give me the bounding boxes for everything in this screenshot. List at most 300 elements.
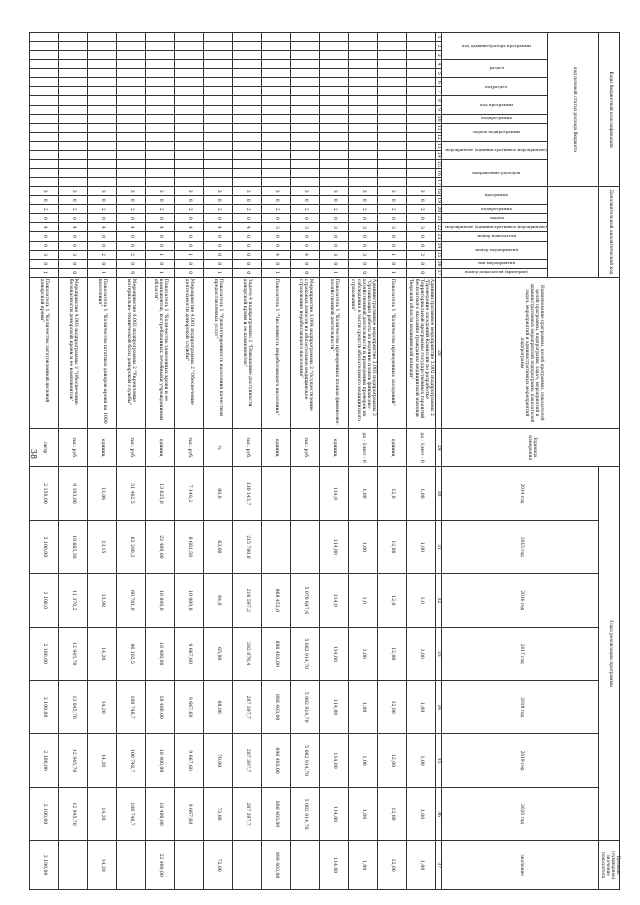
budget-code-cell	[349, 60, 378, 69]
budget-code-cell	[59, 87, 88, 96]
budget-col-subsection: подраздел	[442, 78, 548, 96]
year-value-2020: 114,00	[320, 787, 349, 840]
budget-code-cell	[349, 42, 378, 51]
budget-code-cell	[30, 60, 59, 69]
budget-code-cell	[291, 178, 320, 187]
year-value-2015: 8 681,50	[175, 520, 204, 573]
column-number: 9	[436, 105, 442, 114]
row-description: Мероприятие 4.001 подпрограммы 2 "Обеспечение деятельности донорской службы"	[175, 277, 204, 428]
budget-code-cell	[88, 141, 117, 150]
year-value-2019: 100 748,7	[117, 734, 146, 787]
year-value-2016: 13,98	[88, 574, 117, 627]
additional-code-cell: 3	[378, 187, 407, 196]
budget-code-cell	[30, 33, 59, 42]
budget-code-cell	[59, 42, 88, 51]
row-description: Мероприятие 4.003 подпрограммы 2 "Обеспечение безопасности донорской крови и ее компонентов"	[59, 277, 88, 428]
column-number: 14	[436, 151, 442, 158]
additional-code-cell: 0	[233, 196, 262, 205]
budget-code-cell	[88, 114, 117, 123]
year-value-2019: 1,00	[349, 734, 378, 787]
additional-code-cell: 0	[88, 241, 117, 250]
budget-code-cell	[349, 51, 378, 60]
budget-code-cell	[262, 42, 291, 51]
additional-code-cell: 0	[233, 250, 262, 259]
budget-code-cell	[262, 159, 291, 168]
budget-code-cell	[233, 87, 262, 96]
budget-code-cell	[320, 178, 349, 187]
budget-code-cell	[320, 51, 349, 60]
budget-code-cell	[378, 87, 407, 96]
budget-code-cell	[30, 150, 59, 159]
target-value	[291, 841, 320, 890]
budget-code-cell	[378, 178, 407, 187]
additional-code-cell: 0	[204, 196, 233, 205]
budget-code-cell	[175, 168, 204, 177]
target-value: 114,00	[320, 841, 349, 890]
budget-code-cell	[146, 78, 175, 87]
additional-code-cell: 2	[30, 205, 59, 214]
additional-code-cell: 0	[320, 214, 349, 223]
budget-code-cell	[59, 69, 88, 78]
budget-code-cell	[407, 60, 436, 69]
budget-code-cell	[204, 178, 233, 187]
year-value-2016: 11 370,2	[59, 574, 88, 627]
additional-code-cell: 0	[117, 268, 146, 277]
budget-code-cell	[175, 33, 204, 42]
year-value-2015: 63,00	[204, 520, 233, 573]
budget-code-cell	[204, 159, 233, 168]
budget-code-cell	[204, 33, 233, 42]
column-number: 15	[436, 160, 442, 167]
column-number: 29	[436, 428, 442, 466]
budget-code-cell	[233, 150, 262, 159]
year-value-2016: 60 781,0	[117, 574, 146, 627]
additional-code-cell: 3	[349, 250, 378, 259]
additional-code-cell: 2	[407, 205, 436, 214]
add-col-event-type: тип мероприятия	[442, 259, 548, 268]
budget-code-cell	[204, 87, 233, 96]
column-number: 3	[436, 51, 442, 60]
budget-col-subprogram: подпрограмма	[442, 114, 548, 123]
additional-code-cell: 0	[30, 259, 59, 268]
budget-code-cell	[407, 78, 436, 87]
budget-code-cell	[146, 69, 175, 78]
year-value-2014	[291, 467, 320, 520]
row-description: Показатель 1 "Количество проверенных планов финансово-хозяйственной деятельности"	[320, 277, 349, 428]
year-value-2017: 282 876,4	[233, 627, 262, 680]
budget-col-program: код программы	[442, 96, 548, 114]
budget-code-cell	[291, 60, 320, 69]
additional-code-cell: 3	[262, 187, 291, 196]
budget-code-cell	[320, 123, 349, 132]
budget-code-cell	[291, 123, 320, 132]
budget-code-cell	[88, 159, 117, 168]
budget-code-cell	[291, 132, 320, 141]
additional-code-cell: 2	[117, 250, 146, 259]
budget-code-cell	[378, 78, 407, 87]
budget-code-cell	[233, 78, 262, 87]
additional-code-cell: 0	[146, 232, 175, 241]
year-value-2018: 5 082 914,70	[291, 680, 320, 733]
budget-code-cell	[320, 132, 349, 141]
budget-code-cell	[30, 69, 59, 78]
additional-code-cell: 3	[204, 187, 233, 196]
budget-code-cell	[88, 105, 117, 114]
year-value-2016: 18 840,0	[146, 574, 175, 627]
budget-code-cell	[262, 33, 291, 42]
budget-code-cell	[349, 96, 378, 105]
year-value-2015: 114,00	[320, 520, 349, 573]
budget-code-cell	[59, 123, 88, 132]
year-value-2018: 898 403,00	[262, 680, 291, 733]
target-value: 22 400,00	[146, 841, 175, 890]
year-value-2016: 1,0	[349, 574, 378, 627]
row-unit: тыс. руб.	[59, 428, 88, 466]
table-row	[59, 33, 88, 890]
additional-code-cell: 0	[88, 259, 117, 268]
add-col-indicator-num: номер показателя	[442, 232, 548, 241]
budget-code-cell	[175, 87, 204, 96]
year-value-2020: 100 748,7	[117, 787, 146, 840]
budget-code-cell	[146, 150, 175, 159]
budget-code-cell	[88, 33, 117, 42]
budget-code-cell	[175, 69, 204, 78]
target-value: 14,20	[88, 841, 117, 890]
target-value: 1,00	[407, 841, 436, 890]
year-value-2019: 9 667,60	[175, 734, 204, 787]
budget-code-cell	[291, 168, 320, 177]
additional-code-cell: 3	[320, 223, 349, 232]
additional-code-cell: 4	[204, 223, 233, 232]
additional-code-cell: 0	[349, 241, 378, 250]
year-value-2020: 898 403,00	[262, 787, 291, 840]
budget-code-cell	[407, 105, 436, 114]
budget-code-cell	[204, 132, 233, 141]
column-number: 26	[436, 260, 442, 267]
budget-code-cell	[88, 178, 117, 187]
row-description: Показатель 1 "Количество заявленных крови и ее компонентов, востребованных лечебными учреждениями области"	[146, 277, 175, 428]
budget-code-cell	[320, 69, 349, 78]
budget-code-cell	[233, 51, 262, 60]
budget-code-cell	[378, 105, 407, 114]
budget-code-cell	[30, 168, 59, 177]
budget-code-cell	[30, 96, 59, 105]
budget-code-cell	[175, 78, 204, 87]
budget-code-cell	[291, 141, 320, 150]
additional-code-cell: 3	[59, 250, 88, 259]
budget-code-cell	[88, 96, 117, 105]
year-value-2017: 9 667,60	[175, 627, 204, 680]
additional-code-cell: 4	[30, 223, 59, 232]
additional-code-cell: 2	[291, 205, 320, 214]
year-value-2019: 114,00	[320, 734, 349, 787]
add-col-event: мероприятие (административное мероприятие)	[442, 223, 548, 232]
additional-code-cell: 0	[291, 196, 320, 205]
budget-code-cell	[117, 123, 146, 132]
budget-code-cell	[59, 60, 88, 69]
year-value-2015	[291, 520, 320, 573]
budget-code-cell	[88, 168, 117, 177]
additional-code-cell: 0	[175, 268, 204, 277]
budget-code-cell	[117, 87, 146, 96]
additional-code-cell: 0	[262, 241, 291, 250]
budget-code-cell	[407, 33, 436, 42]
additional-code-cell: 3	[291, 187, 320, 196]
budget-code-cell	[291, 69, 320, 78]
year-value-2017: 1,00	[407, 627, 436, 680]
column-number: 20	[436, 206, 442, 213]
budget-code-cell	[233, 33, 262, 42]
budget-code-cell	[59, 168, 88, 177]
year-2016: 2016 год	[442, 574, 599, 627]
row-unit: единиц	[378, 428, 407, 466]
additional-code-cell: 3	[30, 187, 59, 196]
year-value-2018: 9 667,60	[175, 680, 204, 733]
additional-code-cell: 3	[59, 187, 88, 196]
budget-code-cell	[88, 42, 117, 51]
budget-code-cell	[117, 69, 146, 78]
budget-code-cell	[88, 69, 117, 78]
year-value-2019: 18 400,00	[146, 734, 175, 787]
table-row	[320, 33, 349, 890]
name-column-header: Наименование программы, целей программы, показателей целей программы, подпрограмм, задач, мероприятий и административных мероприятий подпрограмм, показателей задач, мероприятий и административных мероприятий подпрограмм	[442, 277, 620, 428]
target-value	[117, 841, 146, 890]
additional-code-cell: 0	[88, 232, 117, 241]
budget-code-cell	[407, 69, 436, 78]
budget-code-cell	[262, 105, 291, 114]
year-value-2015	[262, 520, 291, 573]
year-value-2015: 10 665,30	[59, 520, 88, 573]
column-numbers-row	[436, 33, 442, 890]
year-value-2014: 60,0	[204, 467, 233, 520]
additional-code-cell: 0	[378, 241, 407, 250]
column-number: 1	[436, 33, 442, 42]
budget-code-cell	[233, 141, 262, 150]
additional-code-cell: 4	[175, 223, 204, 232]
column-number: 19	[436, 197, 442, 204]
budget-code-cell	[88, 78, 117, 87]
budget-code-cell	[291, 96, 320, 105]
additional-code-cell: 2	[117, 205, 146, 214]
year-value-2018: 12,00	[378, 680, 407, 733]
additional-code-cell: 0	[204, 250, 233, 259]
year-value-2016: 114,0	[320, 574, 349, 627]
budget-code-cell	[320, 159, 349, 168]
budget-code-cell	[262, 123, 291, 132]
additional-code-cell: 2	[88, 250, 117, 259]
additional-code-cell: 3	[320, 187, 349, 196]
additional-code-cell: 0	[349, 214, 378, 223]
budget-code-cell	[262, 150, 291, 159]
budget-code-cell	[204, 150, 233, 159]
row-unit: тыс. руб.	[175, 428, 204, 466]
row-unit: %	[204, 428, 233, 466]
additional-code-cell: 2	[378, 205, 407, 214]
budget-code-cell	[117, 132, 146, 141]
budget-code-cell	[175, 42, 204, 51]
target-value: 1,00	[349, 841, 378, 890]
budget-code-cell	[59, 141, 88, 150]
budget-code-cell	[175, 60, 204, 69]
budget-code-cell	[320, 78, 349, 87]
budget-code-cell	[59, 150, 88, 159]
budget-code-cell	[30, 114, 59, 123]
additional-code-cell: 2	[262, 205, 291, 214]
column-number: 23	[436, 233, 442, 240]
year-value-2019: 70,00	[204, 734, 233, 787]
row-description: Мероприятие 3.004 подпрограммы 2 "Осуществление страховых взносов на обязательное медицинское страхование неработающего населения"	[291, 277, 320, 428]
budget-code-cell	[117, 114, 146, 123]
additional-code-cell: 0	[30, 232, 59, 241]
budget-code-cell	[30, 42, 59, 51]
budget-code-cell	[320, 168, 349, 177]
table-row	[30, 33, 59, 890]
budget-code-cell	[30, 132, 59, 141]
program-table	[29, 32, 620, 890]
budget-code-cell	[204, 60, 233, 69]
budget-code-cell	[320, 96, 349, 105]
add-col-criterion-num: номер показателя (критерия)	[442, 268, 548, 277]
budget-code-cell	[146, 123, 175, 132]
additional-code-cell: 1	[146, 268, 175, 277]
budget-code-cell	[378, 132, 407, 141]
budget-code-cell	[146, 159, 175, 168]
budget-code-cell	[146, 33, 175, 42]
budget-code-cell	[407, 51, 436, 60]
budget-col-section: раздел	[442, 60, 548, 78]
budget-code-cell	[204, 69, 233, 78]
budget-code-cell	[262, 141, 291, 150]
table-row	[378, 33, 407, 890]
additional-code-cell: 0	[146, 214, 175, 223]
additional-code-cell: 0	[378, 232, 407, 241]
column-number: 34	[436, 680, 442, 733]
additional-code-cell: 1	[88, 268, 117, 277]
year-value-2017: 12,00	[378, 627, 407, 680]
year-value-2020: 12,00	[378, 787, 407, 840]
budget-code-cell	[146, 178, 175, 187]
year-value-2016: 64,0	[204, 574, 233, 627]
rotated-page	[39, 32, 620, 890]
year-value-2019: 5 082 914,70	[291, 734, 320, 787]
row-unit: литр	[30, 428, 59, 466]
budget-code-cell	[88, 51, 117, 60]
budget-code-cell	[59, 132, 88, 141]
budget-code-cell	[117, 96, 146, 105]
additional-code-cell: 0	[30, 196, 59, 205]
budget-code-cell	[204, 51, 233, 60]
additional-code-cell: 0	[378, 196, 407, 205]
additional-code-cell: 3	[378, 223, 407, 232]
year-value-2018: 18 400,00	[146, 680, 175, 733]
column-number: 22	[436, 224, 442, 231]
budget-code-cell	[233, 178, 262, 187]
additional-code-cell: 3	[117, 187, 146, 196]
additional-code-cell: 0	[117, 232, 146, 241]
budget-code-cell	[117, 178, 146, 187]
row-unit: да - 1/нет - 0	[349, 428, 378, 466]
additional-code-cell: 1	[175, 250, 204, 259]
budget-code-cell	[291, 159, 320, 168]
budget-code-cell	[349, 78, 378, 87]
additional-code-cell: 0	[407, 196, 436, 205]
budget-code-cell	[117, 51, 146, 60]
additional-code-cell: 0	[30, 241, 59, 250]
target-value: 2 100,00	[30, 841, 59, 890]
row-unit: тыс. руб.	[233, 428, 262, 466]
additional-code-cell: 0	[88, 196, 117, 205]
row-description: Административное мероприятие 3.002 подпрограммы 2 "Проведение заседаний Комиссии по разработке Территориальной программы государственных гарантий бесплатного оказания гражданам медицинской помощи Тверской области медицинской помощи"	[407, 277, 436, 428]
budget-code-cell	[59, 178, 88, 187]
additional-code-cell: 2	[349, 205, 378, 214]
budget-code-cell	[407, 96, 436, 105]
budget-code-cell	[146, 87, 175, 96]
year-value-2015: 13,15	[88, 520, 117, 573]
budget-code-cell	[59, 96, 88, 105]
budget-code-cell	[117, 105, 146, 114]
budget-code-cell	[59, 78, 88, 87]
budget-code-cell	[30, 87, 59, 96]
additional-code-cell: 0	[175, 232, 204, 241]
column-number: 6	[436, 78, 442, 87]
additional-code-cell: 0	[204, 214, 233, 223]
budget-code-cell	[407, 42, 436, 51]
budget-code-cell	[349, 123, 378, 132]
budget-code-cell	[378, 150, 407, 159]
table-row	[88, 33, 117, 890]
budget-code-cell	[146, 132, 175, 141]
budget-code-cell	[30, 123, 59, 132]
budget-code-cell	[407, 141, 436, 150]
target-subheader: значение	[442, 841, 599, 890]
additional-code-cell: 0	[233, 259, 262, 268]
additional-code-cell: 3	[320, 250, 349, 259]
year-value-2019: 14,20	[88, 734, 117, 787]
year-2018: 2018 год	[442, 680, 599, 733]
budget-code-cell	[378, 141, 407, 150]
year-value-2020: 9 667,60	[175, 787, 204, 840]
column-number: 28	[436, 277, 442, 428]
budget-code-cell	[117, 159, 146, 168]
additional-code-cell: 4	[117, 223, 146, 232]
additional-code-cell: 0	[146, 241, 175, 250]
additional-code-cell: 3	[233, 187, 262, 196]
column-number: 31	[436, 520, 442, 573]
budget-code-cell	[378, 168, 407, 177]
budget-code-cell	[262, 114, 291, 123]
budget-code-cell	[204, 78, 233, 87]
year-value-2018: 68,00	[204, 680, 233, 733]
year-value-2017: 18 400,00	[146, 627, 175, 680]
column-number: 37	[436, 841, 442, 890]
additional-code-cell: 3	[88, 187, 117, 196]
budget-code-cell	[204, 123, 233, 132]
budget-code-cell	[233, 69, 262, 78]
additional-code-cell: 0	[262, 232, 291, 241]
budget-code-cell	[320, 141, 349, 150]
year-value-2019: 12 945,70	[59, 734, 88, 787]
additional-code-cell: 1	[378, 250, 407, 259]
additional-code-cell: 3	[407, 223, 436, 232]
year-value-2018: 2 100,00	[30, 680, 59, 733]
budget-code-cell	[349, 132, 378, 141]
year-value-2017: 96 102,5	[117, 627, 146, 680]
budget-code-cell	[407, 114, 436, 123]
year-value-2016: 1,0	[407, 574, 436, 627]
column-number: 5	[436, 69, 442, 78]
column-number: 36	[436, 787, 442, 840]
row-unit: да - 1/нет - 0	[407, 428, 436, 466]
